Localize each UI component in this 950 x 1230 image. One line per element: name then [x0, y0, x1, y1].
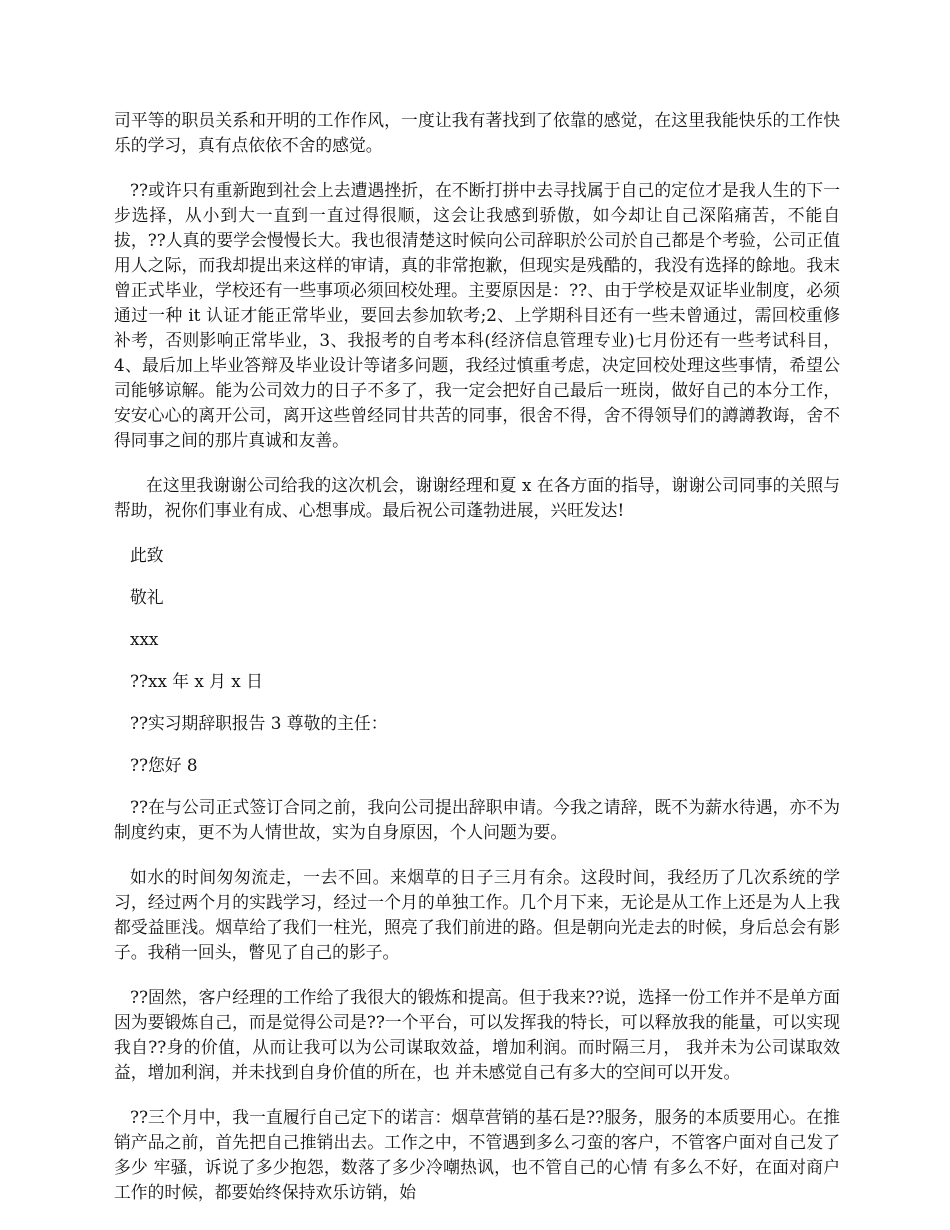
report-heading: ??实习期辞职报告 3 尊敬的主任：	[130, 713, 388, 733]
paragraph-thanks: 在这里我谢谢公司给我的这次机会，谢谢经理和夏 x 在各方面的指导，谢谢公司同事的关照与帮助，祝你们事业有成、心想事成。最后祝公司蓬勃进展，兴旺发达!	[114, 475, 840, 520]
paragraph-work-reflection: ??固然，客户经理的工作给了我很大的锻炼和提高。但于我来??说，选择一份工作并不是单方面因为要锻炼自己，而是觉得公司是??一个平台，可以发挥我的特长，可以释放我的能量，可以实现我自??身的价值，从而让我可以为公司谋取效益，增加利润。而时隔三月， 我并未为公司谋取效益，增加利润，并未找到自身价值的所在，也 并未感觉自己有多大的空间可以开发。	[114, 987, 840, 1082]
paragraph-continuation: 司平等的职员关系和开明的工作作风，一度让我有著找到了依靠的感觉，在这里我能快乐的工作快乐的学习，真有点依依不舍的感觉。	[114, 110, 840, 155]
greeting: ??您好 8	[130, 755, 198, 775]
paragraph-three-months: ??三个月中，我一直履行自己定下的诺言：烟草营销的基石是??服务，服务的本质要用心。在推销产品之前，首先把自己推销出去。工作之中，不管遇到多么刁蛮的客户，不管客户面对自己发了多少 牢骚，诉说了多少抱怨，数落了多少冷嘲热讽，也不管自己的心情 有多么不好，在面对商户工作的时候，都要始终保持欢乐访销，始	[114, 1107, 840, 1202]
closing-regards: 敬礼	[130, 587, 164, 607]
signature-date: ??xx 年 x 月 x 日	[130, 671, 263, 691]
paragraph-application: ??在与公司正式签订合同之前，我向公司提出辞职申请。今我之请辞，既不为薪水待遇，亦不为制度约束，更不为人情世故，实为自身原因，个人问题为要。	[114, 797, 840, 842]
signature-name: xxx	[130, 629, 159, 649]
paragraph-time-passing: 如水的时间匆匆流走，一去不回。来烟草的日子三月有余。这段时间，我经历了几次系统的学习，经过两个月的实践学习，经过一个月的单独工作。几个月下来，无论是从工作上还是为人上我都受益匪浅。烟草给了我们一柱光，照亮了我们前进的路。但是朝向光走去的时候，身后总会有影子。我稍一回头，瞥见了自己的影子。	[114, 867, 840, 962]
document-page	[114, 108, 840, 1225]
closing-salutation: 此致	[130, 545, 164, 565]
paragraph-resignation-reasons: ??或许只有重新跑到社会上去遭遇挫折，在不断打拼中去寻找属于自己的定位才是我人生的下一步选择，从小到大一直到一直过得很顺，这会让我感到骄傲，如今却让自己深陷痛苦，不能自拔，??人真的要学会慢慢长大。我也很清楚这时候向公司辞职於公司於自己都是个考验，公司正值用人之际，而我却提出来这样的审请，真的非常抱歉，但现实是残酷的，我没有选择的餘地。我末曾正式毕业，学校还有一些事项必须回校处理。主要原因是：??、由于学校是双证毕业制度，必须通过一种 it 认证才能正常毕业，要回去参加软考;2、上学期科目还有一些未曾通过，需回校重修补考，否则影响正常毕业，3、我报考的自考本科(经济信息管理专业)七月份还有一些考试科目，4、最后加上毕业答辩及毕业设计等诸多问题，我经过慎重考虑，决定回校处理这些事情，希望公司能够谅解。能为公司效力的日子不多了，我一定会把好自己最后一班岗，做好自己的本分工作，安安心心的离开公司，离开这些曾经同甘共苦的同事，很舍不得，舍不得领导们的譐譐教诲，舍不得同事之间的那片真诚和友善。	[114, 180, 840, 450]
